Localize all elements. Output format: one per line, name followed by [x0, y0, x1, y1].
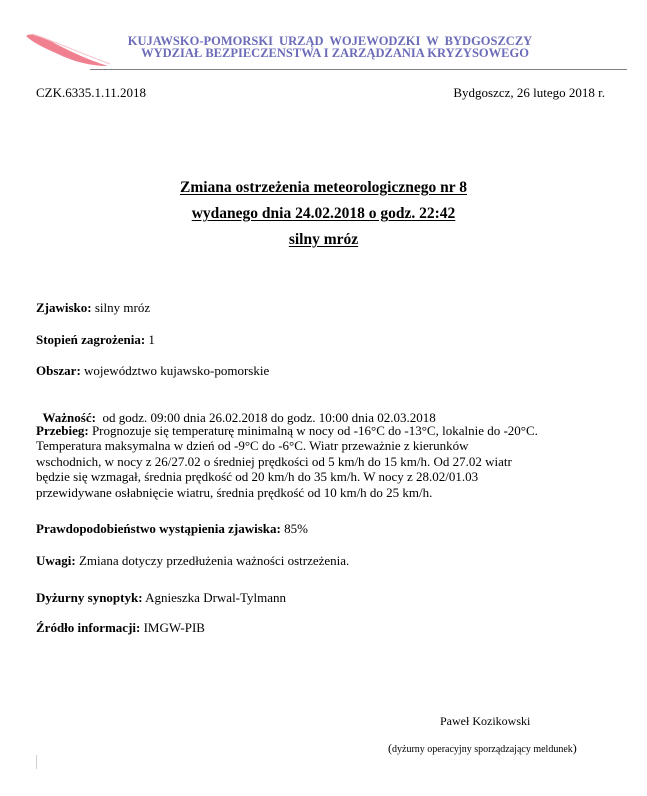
przebieg-line-1: Prognozuje się temperaturę minimalną w nocy od -16°C do -13°C, lokalnie do -20°C. — [88, 423, 538, 438]
field-label: Stopień zagrożenia: — [36, 332, 146, 347]
field-value: Zmiana dotyczy przedłużenia ważności ostrzeżenia. — [75, 553, 350, 568]
field-zjawisko — [36, 300, 616, 315]
reference-number: CZK.6335.1.11.2018 — [36, 85, 147, 100]
field-label: Uwagi: — [36, 553, 76, 568]
title-line-2: wydanego dnia 24.02.2018 o godz. 22:42 — [191, 205, 456, 222]
przebieg-line-4: będzie się wzmagał, średnia prędkość od 20 km/h do 35 km/h. W nocy z 28.02/01.03 — [36, 469, 479, 485]
field-label: Obszar: — [36, 363, 81, 378]
institution-header — [100, 35, 540, 59]
field-value: silny mróz — [91, 300, 151, 315]
field-label: Prawdopodobieństwo wystąpienia zjawiska: — [36, 521, 281, 536]
open-paren: ( — [388, 741, 392, 755]
field-dyzurny-synoptyk — [36, 590, 616, 605]
signature-name: Paweł Kozikowski — [440, 714, 531, 728]
field-value: IMGW-PIB — [140, 620, 205, 635]
field-value: Agnieszka Drwal-Tylmann — [142, 590, 287, 605]
close-paren: ) — [572, 741, 577, 755]
title-line-3: silny mróz — [288, 231, 359, 248]
field-value: województwo kujawsko-pomorskie — [80, 363, 270, 378]
role-text: dyżurny operacyjny sporządzający meldunek — [392, 744, 573, 755]
document-title — [0, 175, 647, 253]
field-label: Źródło informacji: — [36, 620, 141, 635]
field-uwagi — [36, 553, 616, 568]
text-cursor — [36, 755, 37, 769]
field-label: Przebieg: — [36, 423, 89, 438]
przebieg-line-3: wschodnich, w nocy z 26/27.02 o średniej prędkości od 5 km/h do 15 km/h. Od 27.02 wiatr — [36, 453, 512, 469]
place-date: Bydgoszcz, 26 lutego 2018 r. — [453, 85, 605, 100]
department-name: WYDZIAŁ BEZPIECZENSTWA I ZARZĄDZANIA KRYZYSOWEGO — [141, 46, 529, 60]
feather-logo-icon — [22, 30, 112, 70]
field-zrodlo-informacji — [36, 620, 616, 635]
field-label: Zjawisko: — [36, 300, 92, 315]
field-prawdopodobienstwo — [36, 521, 616, 536]
przebieg-line-5: przewidywane osłabnięcie wiatru, średnia prędkość od 10 km/h do 25 km/h. — [36, 484, 433, 500]
field-label: Dyżurny synoptyk: — [36, 590, 143, 605]
field-value: 1 — [145, 332, 155, 347]
field-obszar — [36, 363, 616, 378]
field-value: od godz. 09:00 dnia 26.02.2018 do godz. 10:00 dnia 02.03.2018 — [95, 410, 436, 425]
field-przebieg — [36, 423, 616, 500]
przebieg-line-2: Temperatura maksymalna w dzień od -9°C do -6°C. Wiatr przeważnie z kierunków — [36, 438, 469, 454]
title-line-1: Zmiana ostrzeżenia meteorologicznego nr 8 — [180, 179, 467, 196]
field-label: Ważność: — [42, 410, 96, 425]
signature-role — [388, 741, 577, 756]
field-value: 85% — [280, 521, 308, 536]
header-divider — [90, 69, 627, 70]
field-stopien-zagrozenia — [36, 332, 616, 347]
field-waznosc — [36, 395, 616, 425]
institution-name: KUJAWSKO-POMORSKI URZĄD WOJEWODZKI W BYDGOSZCZY — [127, 34, 533, 48]
